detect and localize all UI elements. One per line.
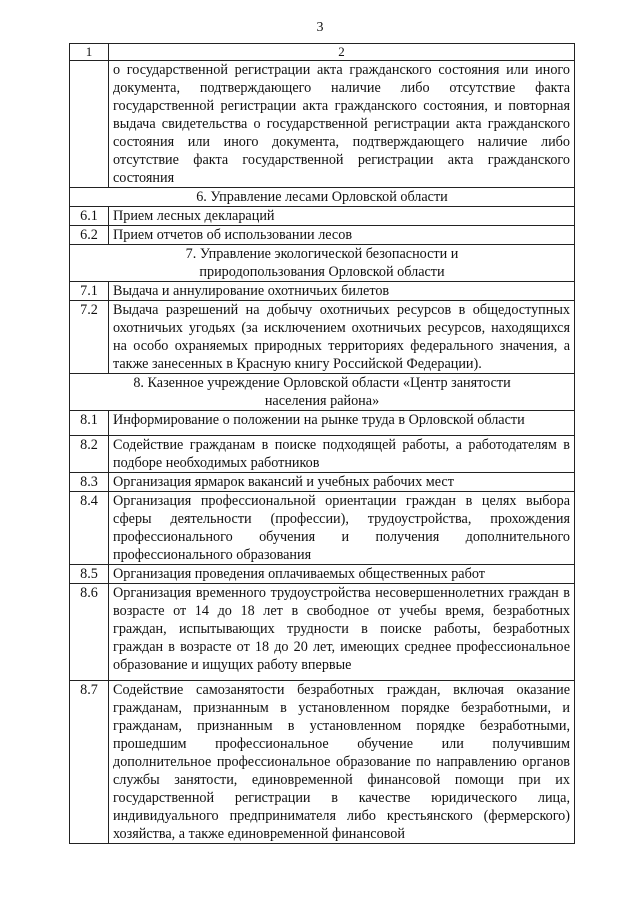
row-number: 8.3 <box>70 473 109 492</box>
row-number: 8.7 <box>70 681 109 844</box>
section-heading-row <box>70 374 575 411</box>
services-table <box>69 43 575 844</box>
row-number: 8.1 <box>70 411 109 436</box>
row-text: Выдача и аннулирование охотничьих билетов <box>109 282 575 301</box>
section-heading: 7. Управление экологической безопасности и природопользования Орловской области <box>70 245 575 282</box>
row-number: 6.1 <box>70 207 109 226</box>
row-number: 8.2 <box>70 436 109 473</box>
section-heading: 8. Казенное учреждение Орловской области «Центр занятости населения района» <box>70 374 575 411</box>
row-number: 7.2 <box>70 301 109 374</box>
table-row <box>70 584 575 681</box>
table-row <box>70 61 575 188</box>
table-row <box>70 411 575 436</box>
row-text: Организация проведения оплачиваемых общественных работ <box>109 565 575 584</box>
row-number <box>70 61 109 188</box>
row-text: Организация профессиональной ориентации граждан в целях выбора сферы деятельности (профессии), трудоустройства, прохождения профессионального обучения и получения дополнительного профессионального образования <box>109 492 575 565</box>
row-text: Содействие самозанятости безработных граждан, включая оказание гражданам, признанным в установленном порядке безработными, и гражданам, признанным в установленном порядке безработными, прошедшим профессиональное обучение или получившим дополнительное профессиональное образование по направлению органов службы занятости, единовременной финансовой помощи при их государственной регистрации в качестве юридического лица, индивидуального предпринимателя либо крестьянского (фермерского) хозяйства, а также единовременной финансовой <box>109 681 575 844</box>
row-text: Прием лесных деклараций <box>109 207 575 226</box>
row-number: 6.2 <box>70 226 109 245</box>
table-row <box>70 565 575 584</box>
page-number: 3 <box>316 20 324 35</box>
table-row <box>70 301 575 374</box>
table-row <box>70 473 575 492</box>
row-text: Информирование о положении на рынке труда в Орловской области <box>109 411 575 436</box>
row-text: Выдача разрешений на добычу охотничьих ресурсов в общедоступных охотничьих угодьях (за исключением охотничьих ресурсов, находящихся на особо охраняемых природных территориях федерального значения, а также занесенных в Красную книгу Российской Федерации). <box>109 301 575 374</box>
section-heading-row <box>70 188 575 207</box>
row-number: 7.1 <box>70 282 109 301</box>
table-row <box>70 226 575 245</box>
row-text: Организация ярмарок вакансий и учебных рабочих мест <box>109 473 575 492</box>
row-text: Прием отчетов об использовании лесов <box>109 226 575 245</box>
table-row <box>70 207 575 226</box>
table-row <box>70 436 575 473</box>
table-row <box>70 282 575 301</box>
row-text: Организация временного трудоустройства несовершеннолетних граждан в возрасте от 14 до 18 лет в свободное от учебы время, безработных граждан, испытывающих трудности в поиске работы, безработных граждан в возрасте от 18 до 20 лет, имеющих среднее профессиональное образование и ищущих работу впервые <box>109 584 575 681</box>
row-number: 8.4 <box>70 492 109 565</box>
header-col-2: 2 <box>109 44 575 61</box>
section-heading: 6. Управление лесами Орловской области <box>70 188 575 207</box>
row-text: о государственной регистрации акта гражданского состояния или иного документа, подтверждающего наличие либо отсутствие факта государственной регистрации акта гражданского состояния, и повторная выдача свидетельства о государственной регистрации акта гражданского состояния или иного документа, подтверждающего наличие либо отсутствие факта государственной регистрации акта гражданского состояния <box>109 61 575 188</box>
section-heading-row <box>70 245 575 282</box>
table-header-row <box>70 44 575 61</box>
row-number: 8.5 <box>70 565 109 584</box>
row-number: 8.6 <box>70 584 109 681</box>
row-text: Содействие гражданам в поиске подходящей работы, а работодателям в подборе необходимых работников <box>109 436 575 473</box>
table-row <box>70 681 575 844</box>
table-row <box>70 492 575 565</box>
header-col-1: 1 <box>70 44 109 61</box>
